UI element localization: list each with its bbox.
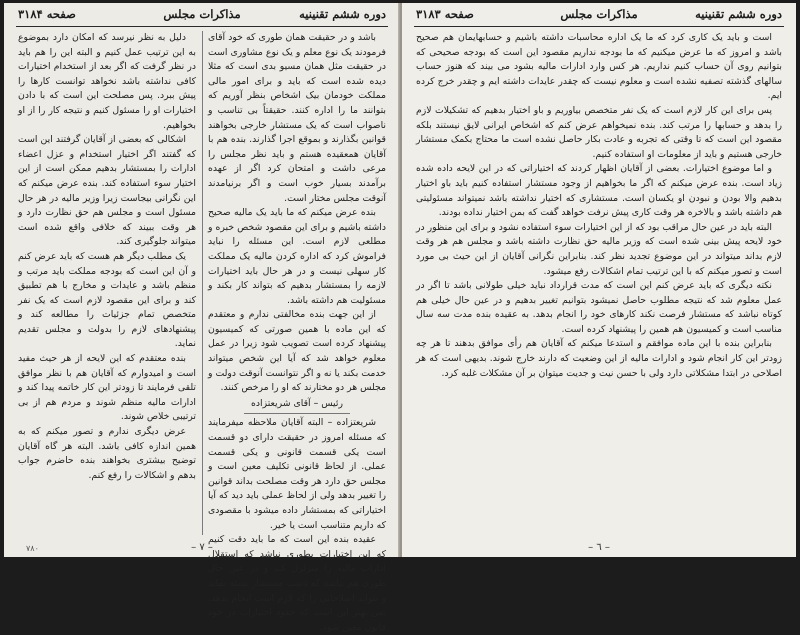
paragraph: اشکالی که بعضی از آقایان گرفتند این است که گفتند اگر اختیار استخدام و عزل اعضاء ادارات را بمستشار بدهیم ممکن است از این اختیار سوء استفاده کند. بنده عرض میکنم که این نگرانی بیجاست زیرا وزیر مالیه در هر حال مسئول است و مجلس هم حق نظارت دارد و هر وقت ببیند که خلافی واقع شده است میتواند جلوگیری کند. (18, 134, 196, 248)
header-rule (16, 26, 388, 27)
session-label: دوره ششم تقنینیه (299, 7, 386, 21)
paragraph: بنابراین بنده با این ماده موافقم و استدعا میکنم که آقایان هم رأی موافق بدهند تا هر چه زودتر این کار انجام شود و ادارات مالیه از این وضعیت که دارند خارج شوند. بدیهی است که هر اصلاحی در ابتدا مشکلاتی دارد ولی با حسن نیت و جدیت میتوان بر آن مشکلات غلبه کرد. (416, 338, 782, 379)
paragraph: بنده عرض میکنم که ما باید یک مالیه صحیح داشته باشیم و برای این مقصود شخص خبره و مطلعی لازم است. این مسئله را نباید فراموش کرد که اداره کردن مالیه یک مملکت کار سهلی نیست و در هر حال باید اختیارات لازمه را بمستشار بدهیم که بتواند کار بکند و مسئولیت هم داشته باشد. (208, 207, 386, 306)
paragraph: باشد و در حقیقت همان طوری که خود آقای فرمودند یک نوع معلم و یک نوع مشاوری است در حقیقت مثل همان مسیو بدی است که مثلا دیده شده است که باید و برای امور مالی مملکت خودمان بیک اشخاص بنظر آوریم که بتوانند ما را اداره کنند. حقیقتاً بی تناسب و ناصواب است که یک مستشار خارجی بخواهند قوانین بگذارند و بموقع اجرا گذارند. بنده هم با آقایان همعقیده هستم و باید نظر مجلس را مرعی داشت و امتحان کرد اگر از عهده برآمدند بسیار خوب است و اگر برنیامدند آنوقت مجلس مختار است. (208, 32, 386, 204)
section-separator (244, 413, 351, 414)
journal-title: مذاکرات مجلس (163, 7, 241, 21)
text-column-right (208, 31, 386, 633)
paragraph: دلیل به نظر نیرسد که امکان دارد بموضوع به این ترتیب عمل کنیم و البته این را هم باید در نظر گرفت که اگر بعد از استخدام اختیارات کافی نداشته باشد نخواهد توانست کارها را پیش ببرد. پس مصلحت این است که با دادن اختیارات او را مسئول کنیم و نتیجه کار را از او بخواهیم. (18, 32, 196, 131)
page-folio: – ٦ – (588, 542, 610, 553)
left-page (4, 3, 400, 633)
text-column-left (18, 31, 196, 535)
paragraph: از این جهت بنده مخالفتی ندارم و معتقدم که این ماده با همین صورتی که کمیسیون پیشنهاد کرده است تصویب شود زیرا در عمل معلوم خواهد شد که آیا این شخص میتواند خدمت بکند یا نه و اگر نتوانست آنوقت دولت و مجلس هر دو مختارند که او را مرخص کنند. (208, 309, 386, 394)
page-number: صفحه ۳۱۸۴ (18, 7, 76, 21)
paragraph: و اما موضوع اختیارات. بعضی از آقایان اظهار کردند که اختیاراتی که در این لایحه داده شده زیاد است. بنده عرض میکنم که اگر ما بخواهیم از وجود مستشار استفاده کنیم باید باو اختیار بدهیم والا بودن و نبودن او یکسان است. مستشاری که اختیار نداشته باشد نمیتواند مسئولیتی هم داشته باشد و بالاخره هر وقت کاری پیش نرفت خواهد گفت که بمن اختیار نداده بودند. (416, 163, 782, 219)
journal-title: مذاکرات مجلس (560, 7, 638, 21)
paragraph: پس برای این کار لازم است که یک نفر متخصص بیاوریم و باو اختیار بدهیم که تشکیلات لازم را بدهد و حسابها را مرتب کند. بنده نمیخواهم عرض کنم که اشخاص ایرانی لایق نیستند بلکه مقصود این است که تا وقتی که تجربه و عادت بکار حاصل نشده است ما محتاج بکمک مستشار خارجی هستیم و باید از معلومات او استفاده کنیم. (416, 104, 782, 160)
text-column (416, 31, 782, 535)
paragraph: شریعتزاده – البته آقایان ملاحظه میفرمایند که مسئله امروز در حقیقت دارای دو قسمت است یکی قسمت قانونی و یکی قسمت عملی. از لحاظ قانونی تکلیف معین است و مجلس حق دارد هر وقت مصلحت بداند قوانین را تغییر بدهد ولی از لحاظ عملی باید دید که آیا اختیاراتی که بمستشار داده میشود با مقصودی که داریم متناسب است یا خیر. (208, 417, 386, 531)
paragraph: یک مطلب دیگر هم هست که باید عرض کنم و آن این است که بودجه مملکت باید مرتب و منظم باشد و عایدات و مخارج با هم تطبیق کند و برای این مقصود لازم است که یک نفر متخصص تمام جزئیات را مطالعه کند و پیشنهادهای لازم را بدولت و مجلس تقدیم نماید. (18, 250, 196, 350)
document-spread (4, 3, 796, 633)
session-label: دوره ششم تقنینیه (695, 7, 782, 21)
paragraph: است و باید یک کاری کرد که ما یک اداره محاسبات داشته باشیم و حسابهایمان هم صحیح باشد و امروز که ما عرض میکنیم که ما بودجه نداریم مقصود این است که بودجه صحیحی که بتوانیم روی آن حساب کنیم نداریم. هر کس وارد ادارات مالیه بشود می بیند که هنوز حساب سالهای گذشته تصفیه نشده است و معلوم نیست که چقدر عایدات داشته ایم و چقدر خرج کرده ایم. (416, 32, 782, 102)
right-page-header (416, 7, 782, 25)
paragraph: عقیده بنده این است که ما باید دقت کنیم که این اختیارات بطوری نباشد که استقلال ادارات مالیه را متزلزل کند و در عین حال طوری هم نباشد که دست مستشار بسته بماند و نتواند اصلاحاتی را که لازم است انجام بدهد. پس بهتر این است که حدود اختیارات در خود قانون معین شود. (208, 534, 386, 633)
paragraph: بنده معتقدم که این لایحه از هر حیث مفید است و امیدوارم که آقایان هم با نظر موافق تلقی فرمایند تا زودتر این کار خاتمه پیدا کند و ادارات مالیه منظم شوند و مردم هم از بی ترتیبی خلاص شوند. (18, 353, 196, 423)
paragraph: نکته دیگری که باید عرض کنم این است که مدت قرارداد نباید خیلی طولانی باشد تا اگر در عمل معلوم شد که نتیجه مطلوب حاصل نمیشود بتوانیم تغییر بدهیم و در عین حال خیلی هم کوتاه نباشد که مستشار فرصت نکند کارهای خود را انجام بدهد. به عقیده بنده مدت سه سال مناسب است و کمیسیون هم همین را پیشنهاد کرده است. (416, 280, 782, 335)
header-rule (414, 26, 784, 27)
column-divider (202, 31, 203, 535)
page-number: صفحه ۳۱۸۳ (416, 7, 474, 21)
page-folio: – ٧ – (191, 542, 213, 553)
paragraph: البته باید در عین حال مراقب بود که از این اختیارات سوء استفاده نشود و برای این منظور در خود لایحه پیش بینی شده است که وزیر مالیه حق نظارت داشته باشد و مجلس هم هر وقت لازم بداند میتواند در این موضوع تجدید نظر کند. بنابراین نگرانی آقایان از این حیث بی مورد است و تصور میکنم که با این ترتیب تمام اشکالات رفع میشود. (416, 221, 782, 277)
left-page-header (18, 7, 386, 25)
side-folio: ۷۸۰ (26, 544, 39, 553)
paragraph: عرض دیگری ندارم و تصور میکنم که به همین اندازه کافی باشد. البته هر گاه آقایان توضیح بیشتری بخواهند بنده حاضرم جواب بدهم و اشکالات را رفع کنم. (18, 426, 196, 481)
speaker-line: رئیس – آقای شریعتزاده (251, 397, 343, 409)
right-page (402, 3, 796, 557)
